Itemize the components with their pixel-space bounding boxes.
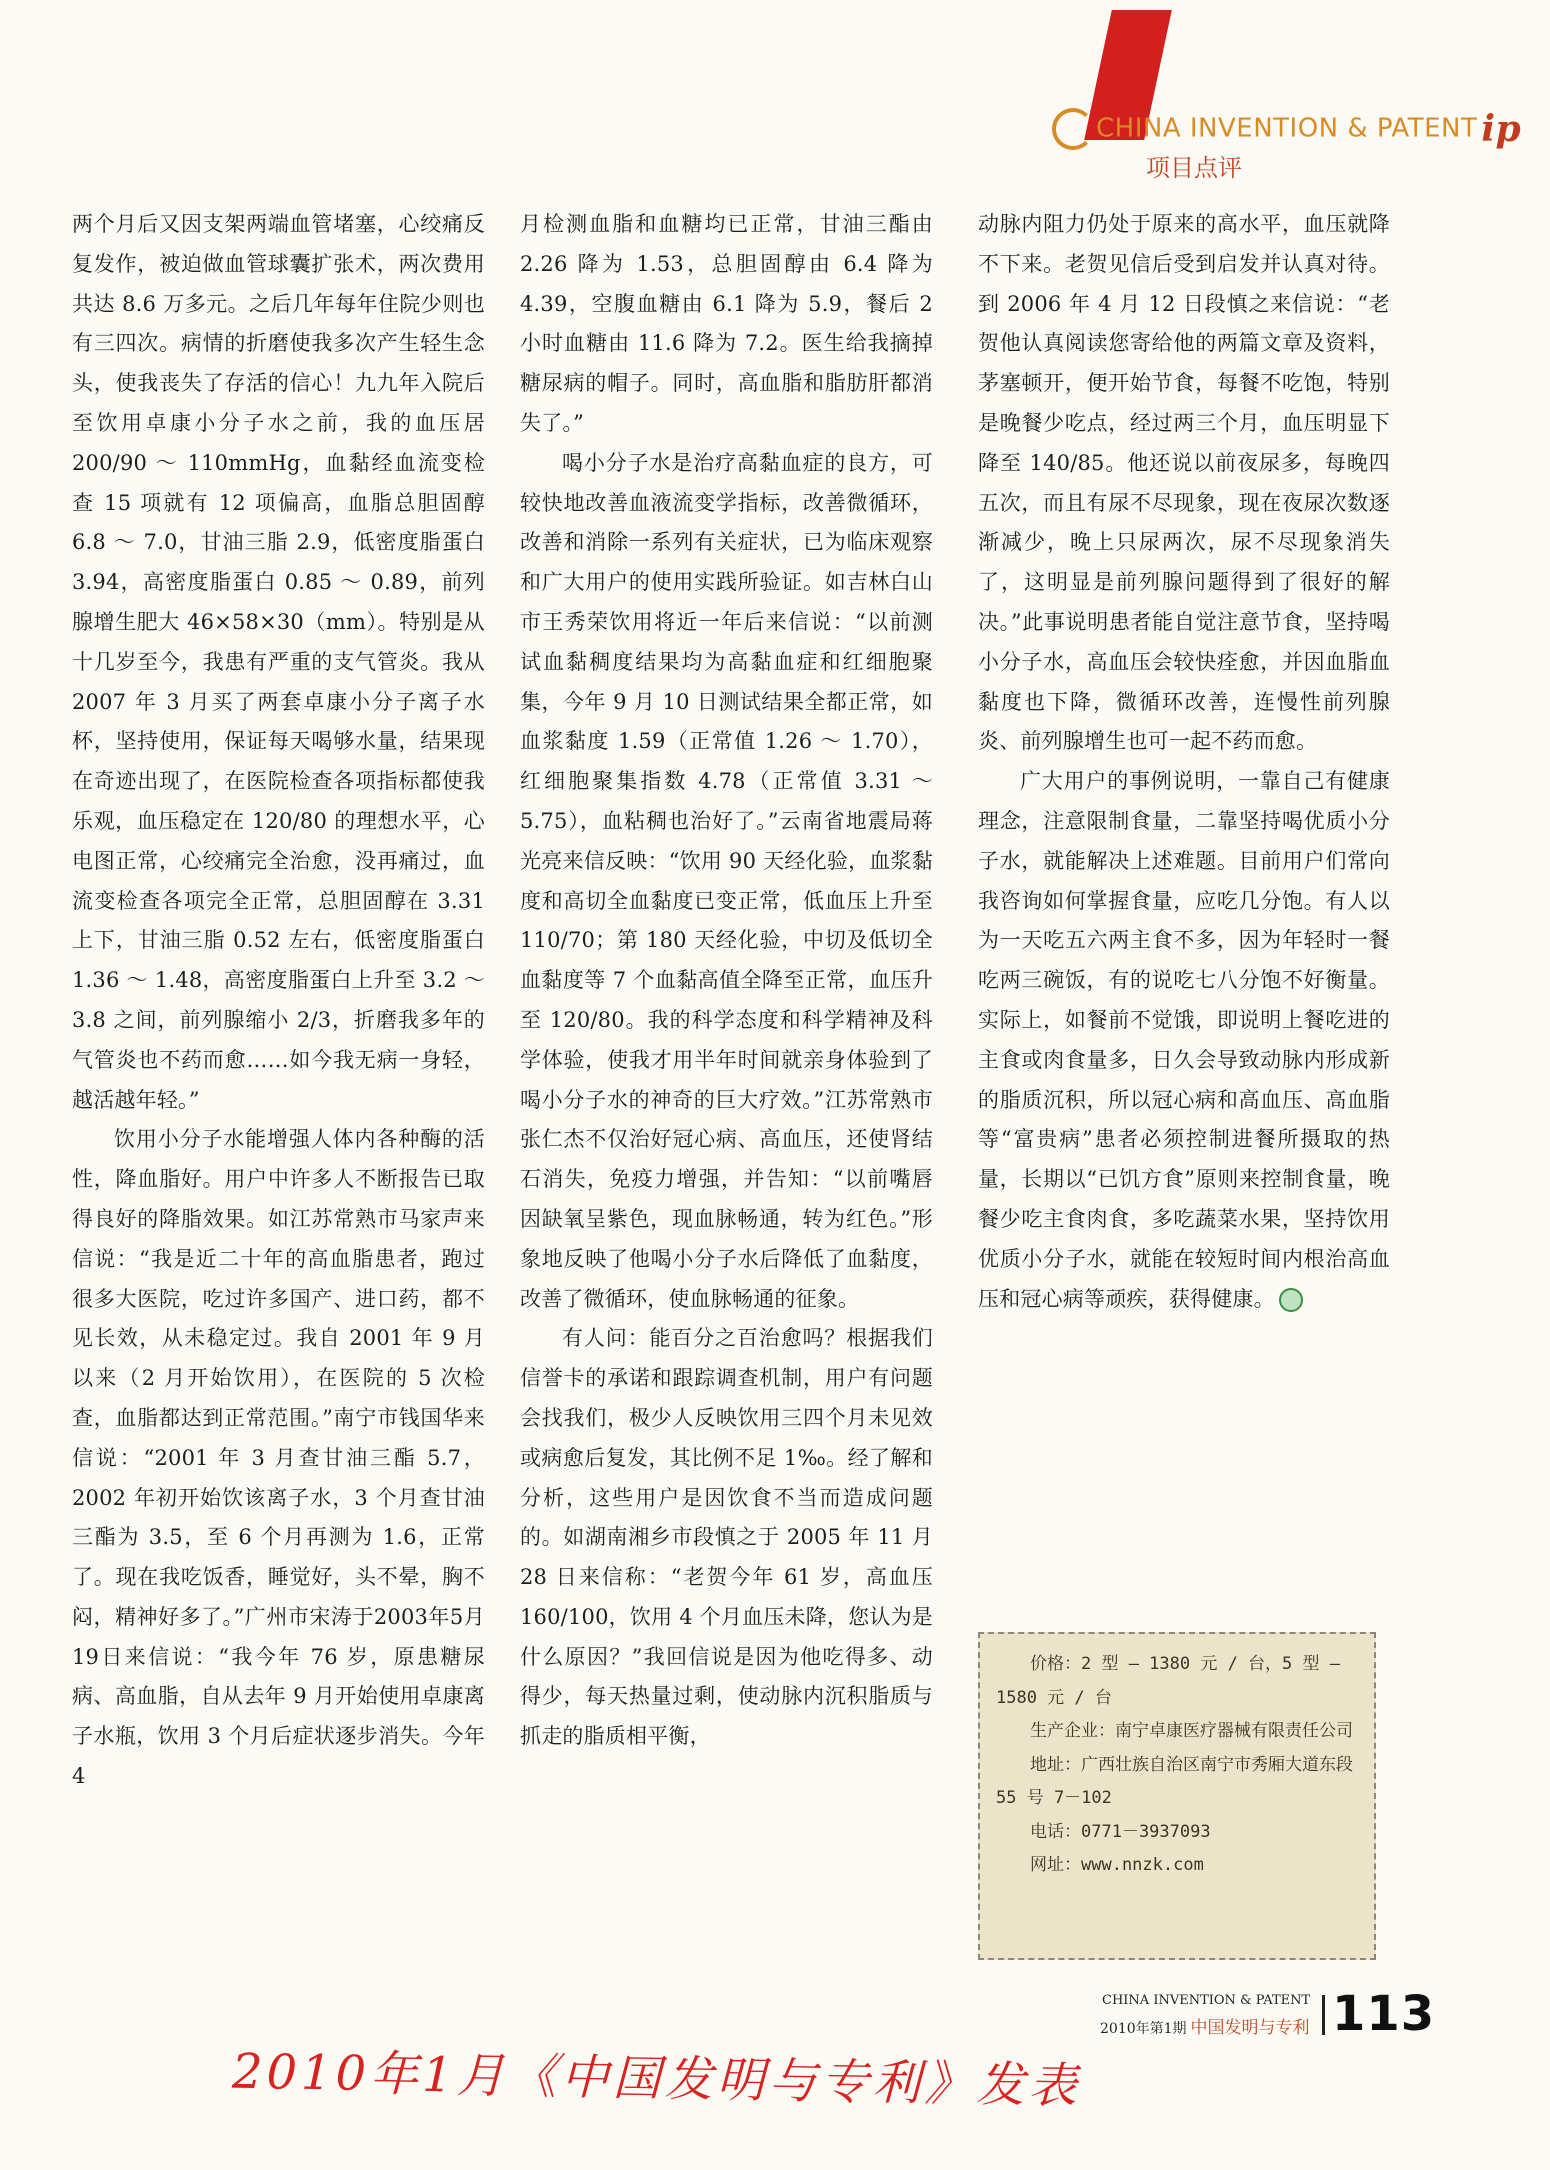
end-mark-icon (1279, 1288, 1303, 1312)
page-number: 113 (1332, 1986, 1436, 2042)
journal-name-cn: 中国发明与专利 (1190, 2018, 1310, 2038)
phone-line: 电话：0771－3937093 (1030, 1821, 1211, 1842)
brand-text: CHINA INVENTION & PATENT (1096, 113, 1478, 144)
paragraph: 两个月后又因支架两端血管堵塞，心绞痛反复发作，被迫做血管球囊扩张术，两次费用共达 8.6 万多元。之后几年每年住院少则也有三四次。病情的折磨使我多次产生轻生念头，使我丧失了存活的信心！九九年入院后至饮用卓康小分子水之前，我的血压居 200/90 ～ 110mmHg，血黏经血流变检查 15 项就有 12 项偏高，血脂总胆固醇 6.8 ～ 7.0，甘油三脂 2.9，低密度脂蛋白 3.94，高密度脂蛋白 0.85 ～ 0.89，前列腺增生肥大 46×58×30（mm）。特别是从十几岁至今，我患有严重的支气管炎。我从 2007 年 3 月买了两套卓康小分子离子水杯，坚持使用，保证每天喝够水量，结果现在奇迹出现了，在医院检查各项指标都使我乐观，血压稳定在 120/80 的理想水平，心电图正常，心绞痛完全治愈，没再痛过，血流变检查各项完全正常，总胆固醇在 3.31 上下，甘油三脂 0.52 左右，低密度脂蛋白 1.36 ～ 1.48，高密度脂蛋白上升至 3.2 ～ 3.8 之间，前列腺缩小 2/3，折磨我多年的气管炎也不药而愈……如今我无病一身轻，越活越年轻。” (72, 212, 485, 1112)
paragraph: 动脉内阻力仍处于原来的高水平，血压就降不下来。老贺见信后受到启发并认真对待。到 2006 年 4 月 12 日段慎之来信说：“老贺他认真阅读您寄给他的两篇文章及资料，茅塞顿开，便开始节食，每餐不吃饱，特别是晚餐少吃点，经过两三个月，血压明显下降至 140/85。他还说以前夜尿多，每晚四五次，而且有尿不尽现象，现在夜尿次数逐渐减少，晚上只尿两次，尿不尽现象消失了，这明显是前列腺问题得到了很好的解决。”此事说明患者能自觉注意节食，坚持喝小分子水，高血压会较快痊愈，并因血脂血黏度也下降，微循环改善，连慢性前列腺炎、前列腺增生也可一起不药而愈。 (978, 212, 1390, 754)
paragraph: 喝小分子水是治疗高黏血症的良方，可较快地改善血液流变学指标，改善微循环，改善和消除一系列有关症状，已为临床观察和广大用户的使用实践所验证。如吉林白山市王秀荣饮用将近一年后来信说：“以前测试血黏稠度结果均为高黏血症和红细胞聚集，今年 9 月 10 日测试结果全都正常，如血浆黏度 1.59（正常值 1.26 ～ 1.70），红细胞聚集指数 4.78（正常值 3.31 ～ 5.75），血粘稠也治好了。”云南省地震局蒋光亮来信反映：“饮用 90 天经化验，血浆黏度和高切全血黏度已变正常，低血压上升至 110/70；第 180 天经化验，中切及低切全血黏度等 7 个血黏高值全降至正常，血压升至 120/80。我的科学态度和科学精神及科学体验，使我才用半年时间就亲身体验到了喝小分子水的神奇的巨大疗效。”江苏常熟市张仁杰不仅治好冠心病、高血压，还使肾结石消失，免疫力增强，并告知：“以前嘴唇因缺氧呈紫色，现血脉畅通，转为红色。”形象地反映了他喝小分子水后降低了血黏度，改善了微循环，使血脉畅通的征象。 (520, 450, 933, 1311)
issue-label: 2010年第1期 (1100, 2021, 1187, 2037)
maker-line: 生产企业：南宁卓康医疗器械有限责任公司 (1030, 1721, 1353, 1741)
article-column-3 (978, 205, 1390, 1319)
product-info-box (978, 1632, 1376, 1960)
brand-c-ring-icon (1052, 108, 1094, 150)
article-column-2 (520, 205, 933, 1757)
brand-ip-mark: ip (1481, 108, 1522, 150)
article-column-1 (72, 205, 485, 1797)
journal-brand (1052, 108, 1521, 150)
section-title: 项目点评 (1146, 154, 1242, 182)
address-line: 地址：广西壮族自治区南宁市秀厢大道东段 55 号 7－102 (996, 1754, 1353, 1808)
paragraph-final (978, 762, 1390, 1319)
price-line: 价格：2 型 — 1380 元 / 台，5 型 — 1580 元 / 台 (996, 1654, 1340, 1708)
paragraph: 有人问：能百分之百治愈吗？根据我们信誉卡的承诺和跟踪调查机制，用户有问题会找我们，极少人反映饮用三四个月未见效或病愈后复发，其比例不足 1‰。经了解和分析，这些用户是因饮食不当而造成问题的。如湖南湘乡市段慎之于 2005 年 11 月 28 日来信称：“老贺今年 61 岁，高血压 160/100，饮用 4 个月血压未降，您认为是什么原因？”我回信说是因为他吃得多、动得少，每天热量过剩，使动脉内沉积脂质与抓走的脂质相平衡， (520, 1326, 933, 1749)
website-line: 网址：www.nnzk.com (1030, 1855, 1204, 1875)
footer-divider (1322, 1995, 1325, 2035)
handwritten-note: 2010年1月《中国发明与专利》发表 (231, 2043, 1082, 2115)
footer-issue (1100, 2013, 1310, 2038)
paragraph: 月检测血脂和血糖均已正常，甘油三酯由 2.26 降为 1.53，总胆固醇由 6.4 降为 4.39，空腹血糖由 6.1 降为 5.9，餐后 2 小时血糖由 11.6 降为 7.2。医生给我摘掉糖尿病的帽子。同时，高血脂和脂肪肝都消失了。” (520, 212, 933, 435)
paragraph: 饮用小分子水能增强人体内各种酶的活性，降血脂好。用户中许多人不断报告已取得良好的降脂效果。如江苏常熟市马家声来信说：“我是近二十年的高血脂患者，跑过很多大医院，吃过许多国产、进口药，都不见长效，从未稳定过。我自 2001 年 9 月以来（2 月开始饮用），在医院的 5 次检查，血脂都达到正常范围。”南宁市钱国华来信说：“2001 年 3 月查甘油三酯 5.7，2002 年初开始饮该离子水，3 个月查甘油三酯为 3.5，至 6 个月再测为 1.6，正常了。现在我吃饭香，睡觉好，头不晕，胸不闷，精神好多了。”广州市宋涛于2003年5月19日来信说：“我今年 76 岁，原患糖尿病、高血脂，自从去年 9 月开始使用卓康离子水瓶，饮用 3 个月后症状逐步消失。今年 4 (72, 1127, 485, 1789)
paragraph: 广大用户的事例说明，一靠自己有健康理念，注意限制食量，二靠坚持喝优质小分子水，就能解决上述难题。目前用户们常向我咨询如何掌握食量，应吃几分饱。有人以为一天吃五六两主食不多，因为年轻时一餐吃两三碗饭，有的说吃七八分饱不好衡量。实际上，如餐前不觉饿，即说明上餐吃进的主食或肉食量多，日久会导致动脉内形成新的脂质沉积，所以冠心病和高血压、高血脂等“富贵病”患者必须控制进餐所摄取的热量，长期以“已饥方食”原则来控制食量，晚餐少吃主食肉食，多吃蔬菜水果，坚持饮用优质小分子水，就能在较短时间内根治高血压和冠心病等顽疾，获得健康。 (978, 769, 1390, 1311)
footer-journal-en: CHINA INVENTION & PATENT (1102, 1993, 1311, 2008)
